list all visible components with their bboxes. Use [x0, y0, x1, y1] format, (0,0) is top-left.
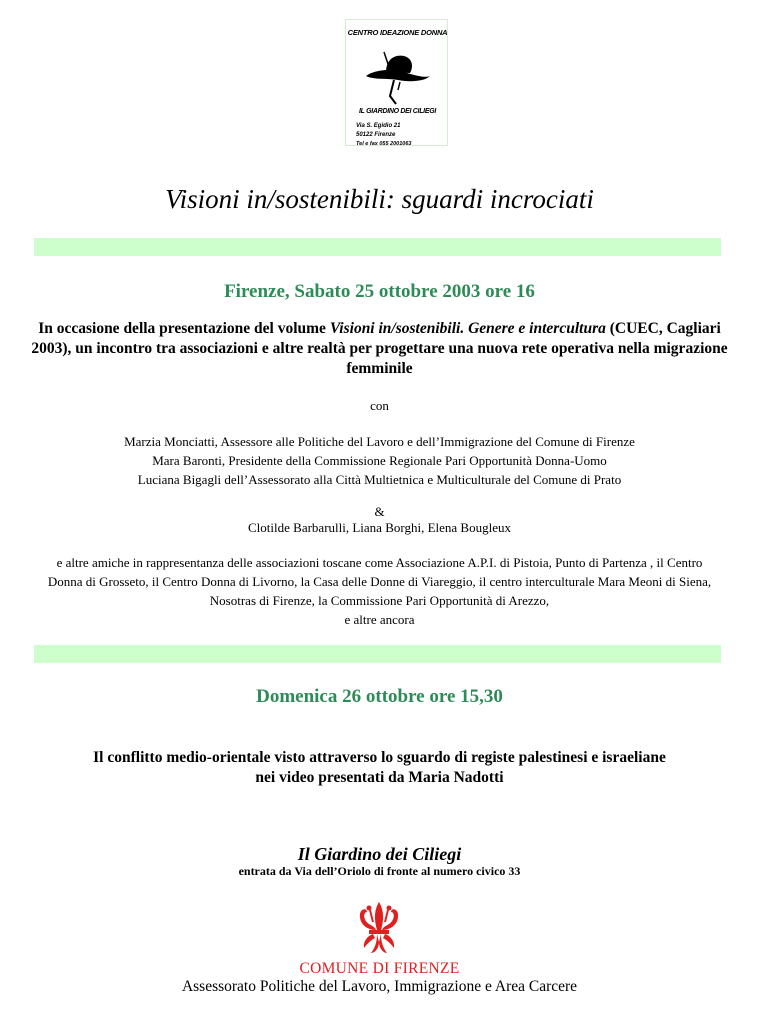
additional-speakers: Clotilde Barbarulli, Liana Borghi, Elena Bougleux	[248, 520, 511, 535]
comune-label: COMUNE DI FIRENZE	[299, 960, 460, 977]
logo-address-1: Via S. Egidio 21	[356, 123, 401, 129]
speakers-list	[0, 432, 759, 489]
lady-with-hat-icon	[364, 42, 432, 106]
associations-end: e altre ancora	[344, 612, 415, 627]
organization-logo	[345, 19, 448, 146]
logo-name-text: IL GIARDINO DEI CILIEGI	[359, 108, 436, 115]
event2-date: Domenica 26 ottobre ore 15,30	[256, 686, 503, 707]
ampersand: &	[374, 504, 385, 519]
event1-intro	[30, 319, 729, 379]
event1-date: Firenze, Sabato 25 ottobre 2003 ore 16	[224, 281, 535, 302]
venue-entrance: entrata da Via dell’Oriolo di fronte al numero civico 33	[238, 864, 521, 878]
divider-band-top	[34, 238, 721, 256]
event2-line: nei video presentati da Maria Nadotti	[255, 769, 504, 786]
speaker-line: Mara Baronti, Presidente della Commissione Regionale Pari Opportunità Donna-Uomo	[152, 453, 607, 468]
logo-phone: Tel e fax 055 2001063	[356, 141, 412, 147]
assessorato-label: Assessorato Politiche del Lavoro, Immigrazione e Area Carcere	[181, 978, 578, 995]
logo-top-text: CENTRO IDEAZIONE DONNA	[347, 28, 448, 37]
speaker-line: Marzia Monciatti, Assessore alle Politiche del Lavoro e dell’Immigrazione del Comune di Firenze	[124, 434, 635, 449]
intro-post: (CUEC, Cagliari 2003), un incontro tra associazioni e altre realtà per progettare una nuova rete operativa nella migrazione femminile	[31, 320, 728, 377]
event2-line: Il conflitto medio-orientale visto attraverso lo sguardo di registe palestinesi e israeliane	[93, 749, 666, 766]
divider-band-middle	[34, 645, 721, 663]
associations-paragraph	[44, 553, 715, 629]
venue-name: Il Giardino dei Ciliegi	[297, 844, 462, 864]
speaker-line: Luciana Bigagli dell’Assessorato alla Città Multietnica e Multiculturale del Comune di Prato	[137, 472, 622, 487]
page-title: Visioni in/sostenibili: sguardi incrociati	[165, 184, 594, 214]
con-label: con	[370, 398, 389, 413]
florence-lily-icon	[355, 900, 403, 956]
associations-text: e altre amiche in rappresentanza delle associazioni toscane come Associazione A.P.I. di Pistoia, Punto di Partenza , il Centro Donna di Grosseto, il Centro Donna di Livorno, la Casa delle Donne di Viareggio, il centro interculturale Mara Meoni di Siena, Nosotras di Firenze, la Commissione Pari Opportunità di Arezzo,	[47, 555, 712, 608]
intro-pre: In occasione della presentazione del volume	[38, 320, 330, 337]
intro-book-title: Visioni in/sostenibili. Genere e intercultura	[329, 320, 606, 337]
event2-description	[0, 748, 759, 788]
logo-address-2: 50122 Firenze	[356, 132, 396, 138]
